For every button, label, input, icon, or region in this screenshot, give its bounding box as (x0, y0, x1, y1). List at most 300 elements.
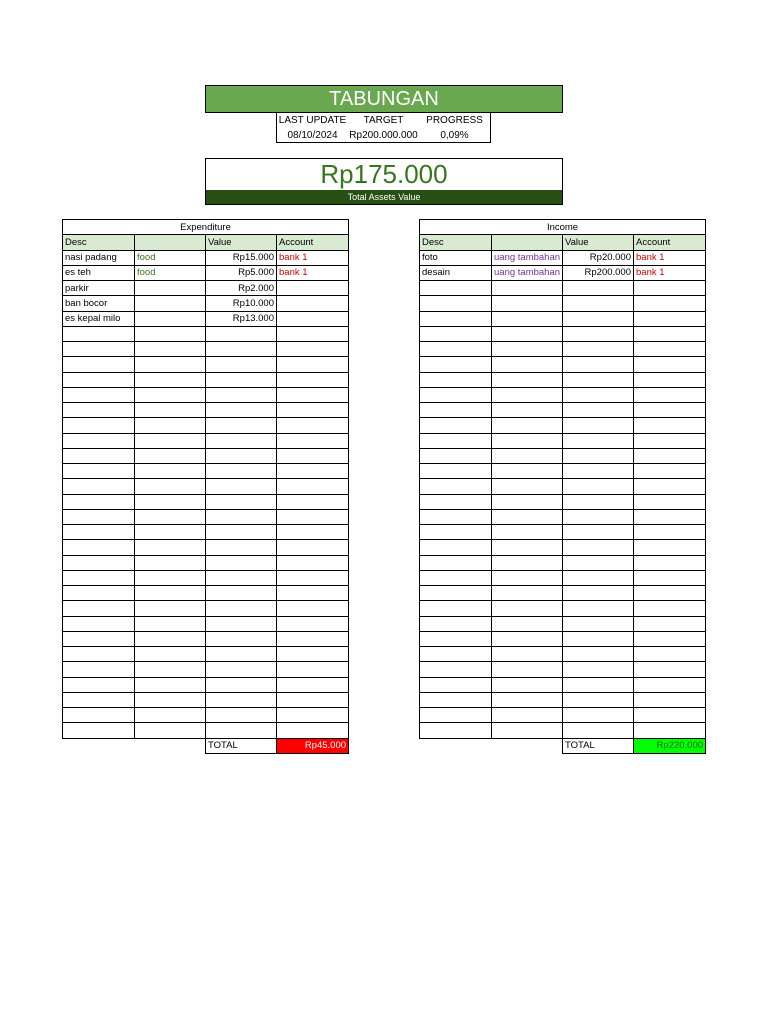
sheet-title: TABUNGAN (205, 85, 563, 113)
category-cell[interactable] (492, 509, 563, 524)
table-row (420, 265, 706, 280)
account-cell[interactable] (277, 662, 349, 677)
desc-cell[interactable] (420, 372, 492, 387)
account-cell[interactable] (634, 601, 706, 616)
category-cell[interactable] (135, 326, 206, 341)
category-cell[interactable] (135, 540, 206, 555)
desc-cell[interactable] (420, 525, 492, 540)
value-cell[interactable] (563, 403, 634, 418)
category-cell[interactable] (492, 677, 563, 692)
category-cell[interactable] (492, 326, 563, 341)
category-cell[interactable] (135, 357, 206, 372)
desc-cell[interactable]: desain (420, 265, 492, 280)
value-cell[interactable] (206, 540, 277, 555)
category-cell[interactable] (135, 433, 206, 448)
value-cell[interactable] (563, 281, 634, 296)
category-cell[interactable] (135, 418, 206, 433)
value-cell[interactable]: Rp200.000 (563, 265, 634, 280)
value-cell[interactable] (563, 631, 634, 646)
value-cell[interactable] (563, 601, 634, 616)
account-cell[interactable] (634, 448, 706, 463)
value-cell[interactable] (206, 677, 277, 692)
table-row (63, 342, 349, 357)
desc-cell[interactable] (420, 570, 492, 585)
value-cell[interactable] (206, 403, 277, 418)
account-cell[interactable] (634, 662, 706, 677)
desc-cell[interactable] (63, 708, 135, 723)
value-cell[interactable]: Rp15.000 (206, 250, 277, 265)
category-cell[interactable] (135, 509, 206, 524)
desc-cell[interactable] (63, 494, 135, 509)
category-cell[interactable] (492, 631, 563, 646)
account-cell[interactable] (277, 692, 349, 707)
table-row (420, 616, 706, 631)
desc-cell[interactable] (63, 448, 135, 463)
table-row (63, 586, 349, 601)
value-cell[interactable] (563, 296, 634, 311)
desc-cell[interactable] (420, 509, 492, 524)
desc-cell[interactable] (420, 326, 492, 341)
value-cell[interactable] (206, 387, 277, 402)
desc-cell[interactable] (63, 647, 135, 662)
value-cell[interactable] (206, 479, 277, 494)
account-cell[interactable]: bank 1 (634, 265, 706, 280)
category-cell[interactable] (135, 647, 206, 662)
value-cell[interactable] (563, 342, 634, 357)
desc-cell[interactable] (63, 403, 135, 418)
desc-cell[interactable] (63, 586, 135, 601)
desc-cell[interactable] (63, 616, 135, 631)
blank-cell (135, 738, 206, 753)
desc-cell[interactable] (420, 616, 492, 631)
value-cell[interactable] (563, 708, 634, 723)
value-cell[interactable] (563, 464, 634, 479)
account-cell[interactable] (634, 616, 706, 631)
table-row (420, 494, 706, 509)
value-cell[interactable] (563, 540, 634, 555)
category-cell[interactable] (492, 372, 563, 387)
table-row (63, 372, 349, 387)
desc-cell[interactable] (420, 647, 492, 662)
progress-value: 0,09% (440, 130, 469, 141)
value-cell[interactable] (206, 570, 277, 585)
category-cell[interactable] (492, 479, 563, 494)
category-cell[interactable] (135, 601, 206, 616)
category-cell[interactable] (135, 631, 206, 646)
value-cell[interactable] (206, 586, 277, 601)
value-cell[interactable]: Rp20.000 (563, 250, 634, 265)
desc-cell[interactable] (63, 387, 135, 402)
account-cell[interactable] (634, 464, 706, 479)
value-cell[interactable] (206, 692, 277, 707)
category-cell[interactable] (135, 616, 206, 631)
table-row (63, 509, 349, 524)
category-cell[interactable] (135, 677, 206, 692)
value-cell[interactable] (206, 433, 277, 448)
desc-cell[interactable] (420, 403, 492, 418)
desc-cell[interactable] (420, 281, 492, 296)
expenditure-table (62, 219, 349, 754)
desc-cell[interactable] (63, 601, 135, 616)
value-cell[interactable] (206, 418, 277, 433)
category-cell[interactable] (135, 372, 206, 387)
table-row (420, 403, 706, 418)
category-cell[interactable] (492, 601, 563, 616)
account-cell[interactable] (277, 647, 349, 662)
value-cell[interactable] (206, 525, 277, 540)
value-cell[interactable] (563, 479, 634, 494)
value-cell[interactable] (206, 723, 277, 738)
desc-cell[interactable] (63, 662, 135, 677)
account-cell[interactable] (277, 372, 349, 387)
desc-cell[interactable] (63, 570, 135, 585)
desc-cell[interactable] (420, 311, 492, 326)
category-cell[interactable] (135, 296, 206, 311)
account-cell[interactable] (277, 387, 349, 402)
target-value: Rp200.000.000 (349, 130, 418, 141)
account-cell[interactable] (634, 647, 706, 662)
desc-cell[interactable] (420, 555, 492, 570)
account-cell[interactable] (277, 555, 349, 570)
category-cell[interactable] (135, 464, 206, 479)
table-row (63, 281, 349, 296)
blank-cell (492, 738, 563, 753)
value-cell[interactable] (563, 387, 634, 402)
value-cell[interactable] (563, 372, 634, 387)
category-cell[interactable]: uang tambahan (492, 265, 563, 280)
category-cell[interactable] (492, 403, 563, 418)
income-header-account: Account (634, 235, 706, 250)
value-cell[interactable] (206, 342, 277, 357)
value-cell[interactable] (563, 326, 634, 341)
desc-cell[interactable] (420, 677, 492, 692)
table-row (420, 387, 706, 402)
desc-cell[interactable] (420, 357, 492, 372)
category-cell[interactable] (135, 723, 206, 738)
category-cell[interactable]: uang tambahan (492, 250, 563, 265)
category-cell[interactable] (492, 708, 563, 723)
table-row (420, 418, 706, 433)
expenditure-total-label: TOTAL (206, 738, 277, 753)
category-cell[interactable] (492, 464, 563, 479)
value-cell[interactable] (563, 677, 634, 692)
desc-cell[interactable] (63, 357, 135, 372)
category-cell[interactable] (135, 311, 206, 326)
desc-cell[interactable]: foto (420, 250, 492, 265)
account-cell[interactable] (634, 631, 706, 646)
desc-cell[interactable]: parkir (63, 281, 135, 296)
category-cell[interactable] (492, 281, 563, 296)
desc-cell[interactable] (63, 692, 135, 707)
value-cell[interactable] (563, 723, 634, 738)
desc-cell[interactable] (420, 540, 492, 555)
table-row (420, 448, 706, 463)
desc-cell[interactable] (63, 509, 135, 524)
table-row (63, 601, 349, 616)
table-row (63, 494, 349, 509)
category-cell[interactable] (492, 387, 563, 402)
desc-cell[interactable]: es teh (63, 265, 135, 280)
desc-cell[interactable] (63, 677, 135, 692)
table-row (63, 387, 349, 402)
table-row (63, 448, 349, 463)
desc-cell[interactable] (63, 372, 135, 387)
account-cell[interactable] (277, 509, 349, 524)
category-cell[interactable] (492, 494, 563, 509)
account-cell[interactable] (634, 418, 706, 433)
account-cell[interactable] (634, 692, 706, 707)
value-cell[interactable] (563, 570, 634, 585)
income-total-label: TOTAL (563, 738, 634, 753)
table-row (420, 357, 706, 372)
desc-cell[interactable] (63, 418, 135, 433)
account-cell[interactable] (634, 586, 706, 601)
account-cell[interactable]: bank 1 (634, 250, 706, 265)
category-cell[interactable] (492, 433, 563, 448)
table-row (420, 525, 706, 540)
account-cell[interactable] (277, 540, 349, 555)
category-cell[interactable]: food (135, 265, 206, 280)
account-cell[interactable] (634, 723, 706, 738)
category-cell[interactable] (492, 723, 563, 738)
category-cell[interactable] (135, 570, 206, 585)
account-cell[interactable] (634, 570, 706, 585)
desc-cell[interactable] (420, 387, 492, 402)
account-cell[interactable] (277, 311, 349, 326)
category-cell[interactable] (492, 586, 563, 601)
desc-cell[interactable] (63, 540, 135, 555)
desc-cell[interactable] (420, 296, 492, 311)
value-cell[interactable] (563, 494, 634, 509)
value-cell[interactable] (563, 586, 634, 601)
account-cell[interactable] (277, 723, 349, 738)
account-cell[interactable] (634, 326, 706, 341)
value-cell[interactable] (563, 616, 634, 631)
category-cell[interactable] (492, 525, 563, 540)
desc-cell[interactable] (63, 555, 135, 570)
desc-cell[interactable] (420, 418, 492, 433)
category-cell[interactable] (492, 357, 563, 372)
value-cell[interactable]: Rp2.000 (206, 281, 277, 296)
expenditure-header-account: Account (277, 235, 349, 250)
desc-cell[interactable] (63, 723, 135, 738)
value-cell[interactable] (563, 647, 634, 662)
account-cell[interactable] (634, 403, 706, 418)
category-cell[interactable]: food (135, 250, 206, 265)
account-cell[interactable] (277, 708, 349, 723)
value-cell[interactable]: Rp10.000 (206, 296, 277, 311)
desc-cell[interactable] (63, 464, 135, 479)
category-cell[interactable] (135, 555, 206, 570)
table-row (420, 708, 706, 723)
value-cell[interactable] (563, 662, 634, 677)
account-cell[interactable] (634, 342, 706, 357)
account-cell[interactable] (634, 311, 706, 326)
category-cell[interactable] (492, 616, 563, 631)
account-cell[interactable] (277, 494, 349, 509)
account-cell[interactable] (634, 509, 706, 524)
expenditure-header-category (135, 235, 206, 250)
desc-cell[interactable]: es kepal milo (63, 311, 135, 326)
value-cell[interactable] (206, 448, 277, 463)
account-cell[interactable]: bank 1 (277, 265, 349, 280)
desc-cell[interactable] (420, 586, 492, 601)
category-cell[interactable] (135, 403, 206, 418)
account-cell[interactable] (634, 494, 706, 509)
desc-cell[interactable] (63, 326, 135, 341)
desc-cell[interactable] (420, 692, 492, 707)
account-cell[interactable] (277, 464, 349, 479)
account-cell[interactable] (634, 708, 706, 723)
desc-cell[interactable] (420, 342, 492, 357)
account-cell[interactable] (634, 540, 706, 555)
account-cell[interactable] (634, 525, 706, 540)
account-cell[interactable] (634, 372, 706, 387)
account-cell[interactable] (277, 570, 349, 585)
category-cell[interactable] (492, 662, 563, 677)
value-cell[interactable] (206, 357, 277, 372)
desc-cell[interactable] (63, 342, 135, 357)
account-cell[interactable] (277, 631, 349, 646)
category-cell[interactable] (135, 448, 206, 463)
desc-cell[interactable] (420, 433, 492, 448)
account-cell[interactable] (277, 448, 349, 463)
value-cell[interactable] (206, 494, 277, 509)
value-cell[interactable]: Rp13.000 (206, 311, 277, 326)
category-cell[interactable] (135, 342, 206, 357)
category-cell[interactable] (135, 494, 206, 509)
desc-cell[interactable] (420, 601, 492, 616)
value-cell[interactable] (563, 525, 634, 540)
category-cell[interactable] (492, 448, 563, 463)
info-headers (277, 113, 490, 128)
income-caption-row (420, 220, 706, 235)
value-cell[interactable]: Rp5.000 (206, 265, 277, 280)
desc-cell[interactable] (420, 723, 492, 738)
account-cell[interactable] (277, 296, 349, 311)
table-row (63, 662, 349, 677)
account-cell[interactable] (634, 296, 706, 311)
category-cell[interactable] (135, 708, 206, 723)
category-cell[interactable] (492, 296, 563, 311)
account-cell[interactable] (634, 479, 706, 494)
info-panel (276, 113, 491, 143)
account-cell[interactable] (634, 677, 706, 692)
value-cell[interactable] (563, 448, 634, 463)
account-cell[interactable] (634, 433, 706, 448)
desc-cell[interactable] (63, 479, 135, 494)
account-cell[interactable] (277, 357, 349, 372)
value-cell[interactable] (206, 555, 277, 570)
table-row (420, 342, 706, 357)
desc-cell[interactable]: ban bocor (63, 296, 135, 311)
category-cell[interactable] (492, 311, 563, 326)
value-cell[interactable] (563, 692, 634, 707)
category-cell[interactable] (135, 387, 206, 402)
desc-cell[interactable] (63, 433, 135, 448)
table-row (420, 311, 706, 326)
category-cell[interactable] (135, 662, 206, 677)
category-cell[interactable] (492, 540, 563, 555)
table-row (420, 281, 706, 296)
table-row (420, 677, 706, 692)
desc-cell[interactable] (420, 662, 492, 677)
desc-cell[interactable] (420, 631, 492, 646)
value-cell[interactable] (563, 357, 634, 372)
category-cell[interactable] (492, 555, 563, 570)
value-cell[interactable] (206, 708, 277, 723)
account-cell[interactable] (634, 387, 706, 402)
value-cell[interactable] (206, 372, 277, 387)
desc-cell[interactable] (420, 448, 492, 463)
category-cell[interactable] (135, 692, 206, 707)
category-cell[interactable] (492, 692, 563, 707)
category-cell[interactable] (492, 647, 563, 662)
desc-cell[interactable] (63, 525, 135, 540)
account-cell[interactable] (277, 342, 349, 357)
account-cell[interactable] (634, 357, 706, 372)
category-cell[interactable] (492, 570, 563, 585)
account-cell[interactable] (277, 418, 349, 433)
account-cell[interactable] (634, 555, 706, 570)
value-cell[interactable] (563, 555, 634, 570)
value-cell[interactable] (206, 509, 277, 524)
desc-cell[interactable] (420, 494, 492, 509)
desc-cell[interactable] (420, 479, 492, 494)
value-cell[interactable] (563, 418, 634, 433)
category-cell[interactable] (492, 418, 563, 433)
desc-cell[interactable] (63, 631, 135, 646)
value-cell[interactable] (563, 433, 634, 448)
account-cell[interactable] (277, 616, 349, 631)
table-row (63, 677, 349, 692)
category-cell[interactable] (135, 525, 206, 540)
value-cell[interactable] (206, 616, 277, 631)
value-cell[interactable] (206, 326, 277, 341)
value-cell[interactable] (563, 311, 634, 326)
account-cell[interactable] (277, 281, 349, 296)
value-cell[interactable] (206, 601, 277, 616)
desc-cell[interactable] (420, 464, 492, 479)
value-cell[interactable] (206, 662, 277, 677)
value-cell[interactable] (206, 464, 277, 479)
account-cell[interactable] (277, 601, 349, 616)
category-cell[interactable] (135, 281, 206, 296)
table-row (63, 570, 349, 585)
value-cell[interactable] (563, 509, 634, 524)
account-cell[interactable]: bank 1 (277, 250, 349, 265)
category-cell[interactable] (135, 586, 206, 601)
category-cell[interactable] (135, 479, 206, 494)
table-row (63, 403, 349, 418)
expenditure-total-row (63, 738, 349, 753)
value-cell[interactable] (206, 631, 277, 646)
account-cell[interactable] (277, 525, 349, 540)
account-cell[interactable] (634, 281, 706, 296)
account-cell[interactable] (277, 479, 349, 494)
account-cell[interactable] (277, 677, 349, 692)
account-cell[interactable] (277, 586, 349, 601)
category-cell[interactable] (492, 342, 563, 357)
value-cell[interactable] (206, 647, 277, 662)
table-row (63, 723, 349, 738)
desc-cell[interactable]: nasi padang (63, 250, 135, 265)
account-cell[interactable] (277, 433, 349, 448)
desc-cell[interactable] (420, 708, 492, 723)
account-cell[interactable] (277, 326, 349, 341)
account-cell[interactable] (277, 403, 349, 418)
table-row (420, 570, 706, 585)
